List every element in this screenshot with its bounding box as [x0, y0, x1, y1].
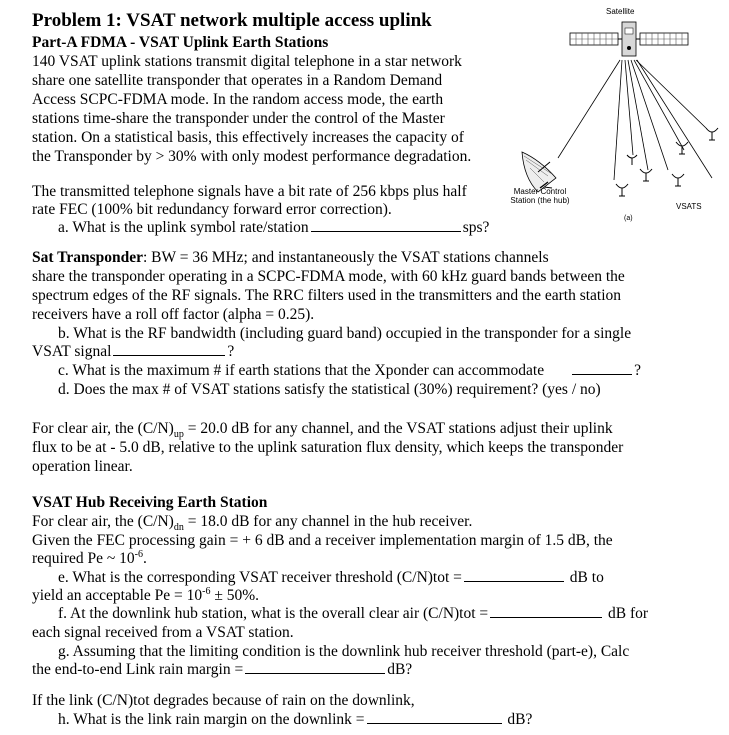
- sat-line: share the transponder operating in a SCPC-FDMA mode, with 60 kHz guard bands between the: [32, 268, 625, 285]
- question-b: b. What is the RF bandwidth (including guard band) occupied in the transponder for a single: [58, 325, 632, 342]
- question-c: c. What is the maximum # if earth stations that the Xponder can accommodate ?: [58, 362, 641, 379]
- question-b-cont: VSAT signal ?: [32, 343, 235, 360]
- rain-line: If the link (C/N)tot degrades because of rain on the downlink,: [32, 692, 415, 709]
- intro-line: stations time-share the transponder under the control of the Master: [32, 110, 445, 127]
- question-e-cont: yield an acceptable $Pe = 10^{-6} \pm 50\%$.: [32, 585, 260, 604]
- intro-line: Access SCPC-FDMA mode. In the random access mode, the earth: [32, 91, 444, 108]
- question-g-cont: the end-to-end Link rain margin = dB?: [32, 661, 413, 678]
- hub-heading: VSAT Hub Receiving Earth Station: [32, 494, 268, 511]
- clear-air-line: flux to be at - 5.0 dB, relative to the uplink saturation flux density, which keeps the transponder: [32, 439, 624, 456]
- question-d: d. Does the max # of VSAT stations satisfy the statistical (30%) requirement? (yes / no): [58, 381, 601, 398]
- question-f: f. At the downlink hub station, what is the overall clear air (C/N)tot = dB for: [58, 605, 649, 622]
- satellite-icon: [570, 22, 688, 56]
- satellite-label: Satellite: [606, 7, 635, 16]
- master-dish-icon: [522, 152, 556, 192]
- clear-air-line: operation linear.: [32, 458, 133, 475]
- sat-line: receivers have a roll off factor (alpha = 0.25).: [32, 306, 315, 323]
- sat-transponder-line: Sat Transponder: BW = 36 MHz; and instantaneously the VSAT stations channels: [32, 249, 549, 266]
- question-g: g. Assuming that the limiting condition is the downlink hub receiver threshold (part-e), Calc: [58, 643, 630, 660]
- part-a-heading: Part-A FDMA - VSAT Uplink Earth Stations: [32, 34, 329, 51]
- question-e: e. What is the corresponding VSAT receiver threshold (C/N)tot = dB to: [58, 569, 604, 586]
- master-label: Master Control Station (the hub): [510, 187, 570, 205]
- intro-line: the Transponder by > 30% with only modest performance degradation.: [32, 148, 472, 165]
- intro-line: 140 VSAT uplink stations transmit digital telephone in a star network: [32, 53, 462, 70]
- question-h: h. What is the link rain margin on the downlink = dB?: [58, 711, 533, 728]
- sat-line: spectrum edges of the RF signals. The RRC filters used in the transmitters and the earth station: [32, 287, 622, 304]
- hub-line: Given the FEC processing gain = + 6 dB and a receiver implementation margin of 1.5 dB, the: [32, 532, 613, 549]
- intro-line: share one satellite transponder that operates in a Random Demand: [32, 72, 443, 89]
- hub-line: For clear air, the $(C/N)_{dn} = 18.0$ dB for any channel in the hub receiver.: [32, 513, 473, 534]
- question-f-cont: each signal received from a VSAT station.: [32, 624, 294, 641]
- figure-label: (a): [624, 215, 633, 222]
- page-title: Problem 1: VSAT network multiple access uplink: [32, 10, 432, 31]
- vsats-label: VSATS: [676, 202, 702, 211]
- beam-lines: [558, 60, 712, 180]
- hub-line: required Pe ~ $10^{-6}$.: [32, 548, 147, 567]
- bitrate-line: rate FEC (100% bit redundancy forward error correction).: [32, 201, 392, 218]
- intro-line: station. On a statistical basis, this effectively increases the capacity of: [32, 129, 464, 146]
- clear-air-line: For clear air, the $(C/N)_{up} = 20.0$ dB for any channel, and the VSAT stations adjust their uplink: [32, 420, 613, 441]
- question-a: a. What is the uplink symbol rate/station sps?: [58, 219, 490, 236]
- bitrate-line: The transmitted telephone signals have a bit rate of 256 kbps plus half: [32, 183, 467, 200]
